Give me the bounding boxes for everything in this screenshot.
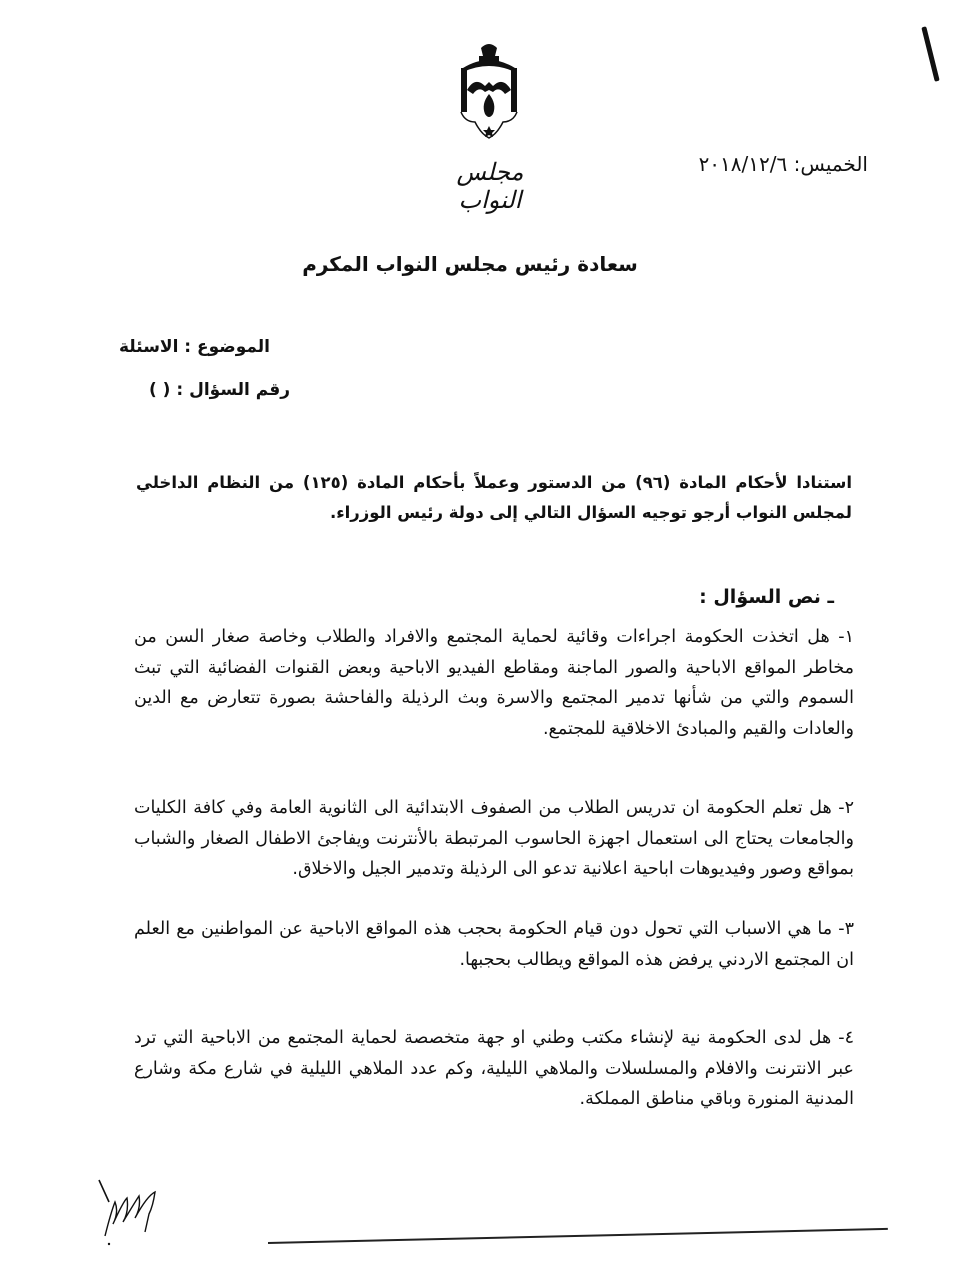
handwritten-page-mark	[921, 26, 939, 82]
council-letterhead-name: مجلس النواب	[456, 158, 524, 214]
salutation: سعادة رئيس مجلس النواب المكرم	[302, 252, 638, 276]
intro-paragraph: استنادا لأحكام المادة (٩٦) من الدستور وعملاً بأحكام المادة (١٢٥) من النظام الداخلي لمجلس النواب أرجو توجيه السؤال التالي إلى دولة رئيس الوزراء.	[136, 473, 853, 522]
question-number-line: رقم السؤال : ( )	[148, 380, 290, 400]
question-item: ٣- ما هي الاسباب التي تحول دون قيام الحكومة بحجب هذه المواقع الاباحية عن المواطنين مع العلم ان المجتمع الاردني يرفض هذه المواقع ويطالب بحجبها.	[134, 919, 854, 970]
letter-date: الخميس: ٢٠١٨/١٢/٦	[698, 152, 868, 176]
question-heading: ـ نص السؤال :	[699, 586, 834, 608]
coat-of-arms-icon	[455, 42, 523, 152]
signature-icon	[95, 1172, 175, 1252]
subject-line: الموضوع : الاسئلة	[119, 337, 270, 357]
question-item: ١- هل اتخذت الحكومة اجراءات وقائية لحماية المجتمع والافراد والطلاب وخاصة صغار السن من مخاطر المواقع الاباحية والصور الماجنة ومقاطع الفيديو الاباحية وبعض القنوات الفضائية التي تبث السموم والتي من شأنها تدمير المجتمع والاسرة وبث الرذيلة والفاحشة بصورة تتعارض مع الدين والعادات والقيم والمبادئ الاخلاقية للمجتمع.	[134, 627, 854, 739]
question-item: ٢- هل تعلم الحكومة ان تدريس الطلاب من الصفوف الابتدائية الى الثانوية العامة وفي كافة الكليات والجامعات يحتاج الى استعمال اجهزة الحاسوب المرتبطة بالأنترنت ويفاجئ الاطفال الصغار والشباب بمواقع وصور وفيديوهات اباحية اعلانية تدعو الى الرذيلة وتدمير الجيل والاخلاق.	[134, 798, 854, 879]
question-item: ٤- هل لدى الحكومة نية لإنشاء مكتب وطني او جهة متخصصة لحماية المجتمع من الاباحية التي ترد عبر الانترنت والافلام والمسلسلات والملاهي الليلية، وكم عدد الملاهي الليلية في شارع مكة وشارع المدنية المنورة وباقي مناطق المملكة.	[134, 1028, 854, 1109]
bottom-divider-line	[268, 1228, 888, 1244]
